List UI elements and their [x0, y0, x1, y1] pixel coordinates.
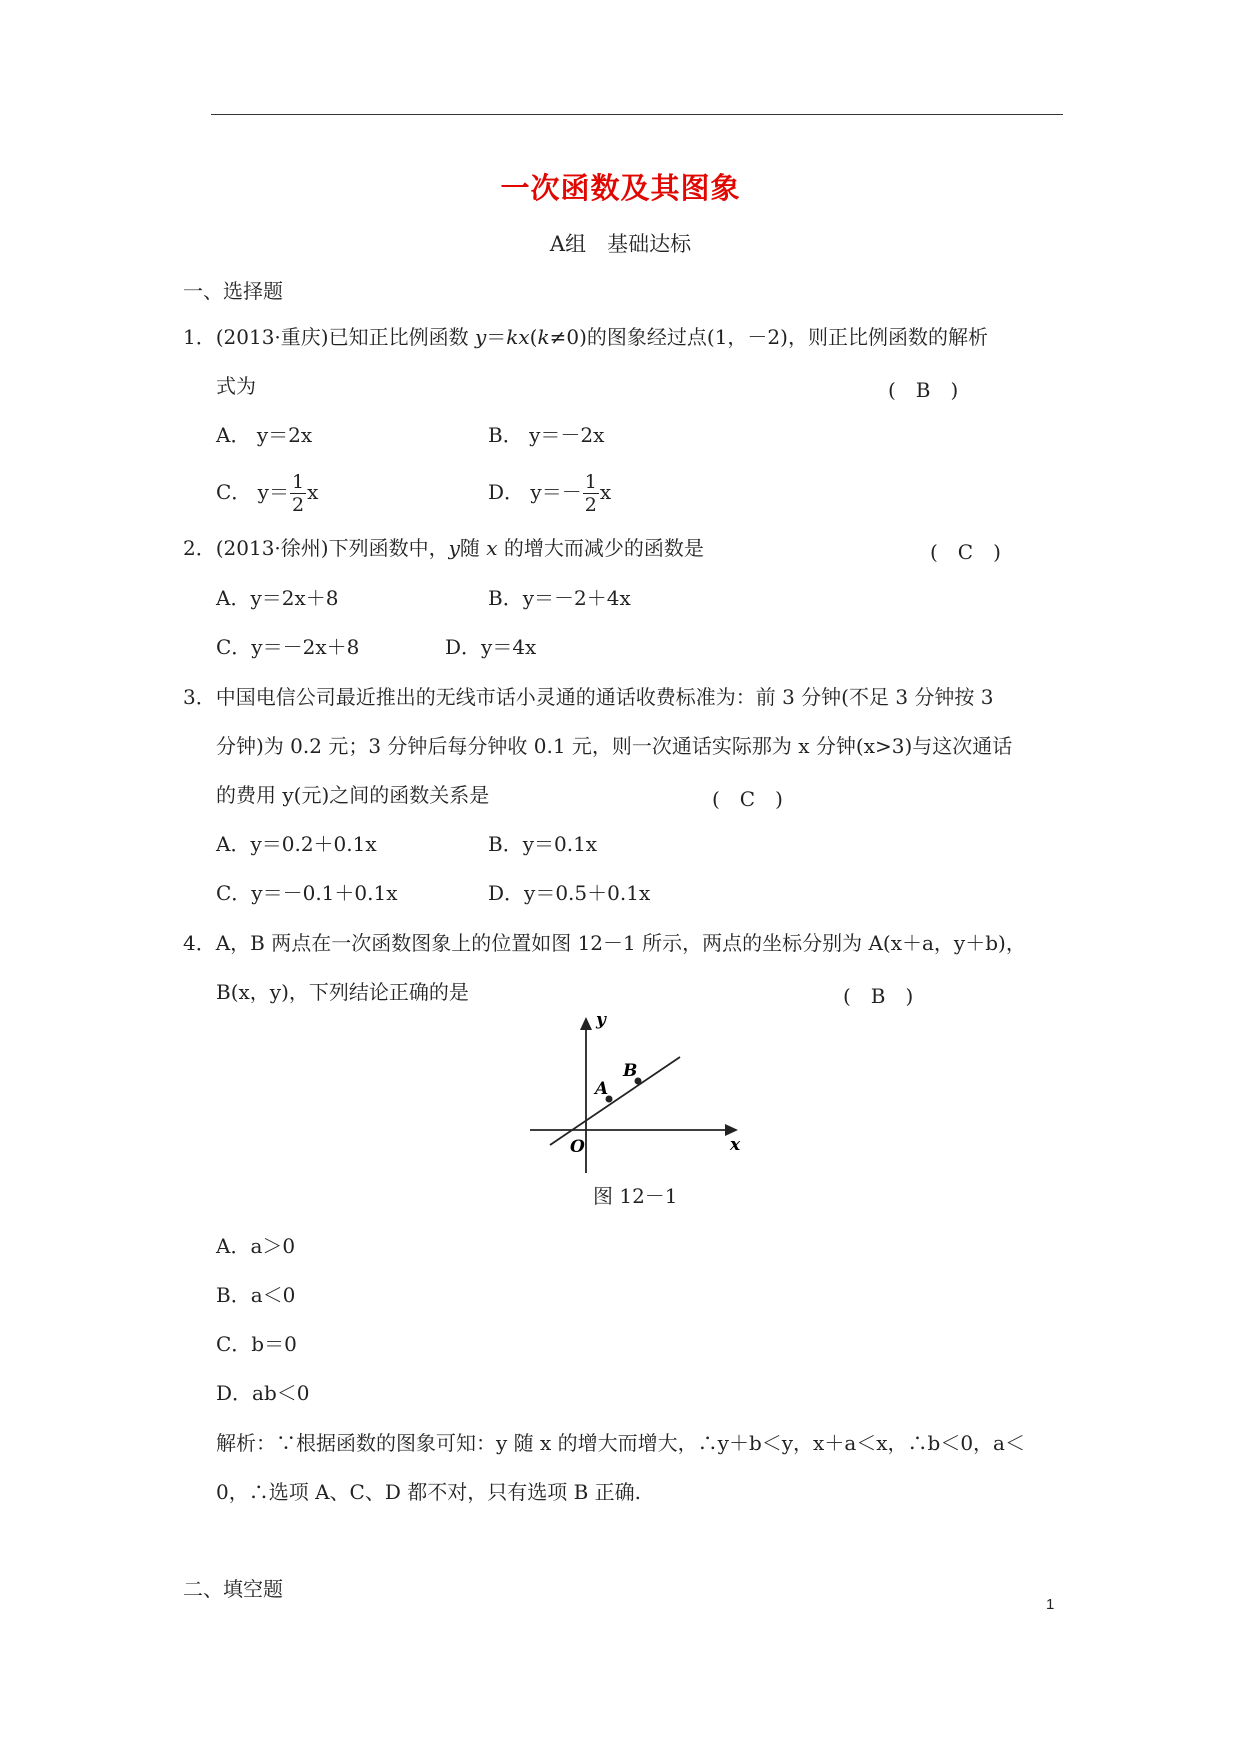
- function-line: [550, 1057, 680, 1145]
- q3-option-d: D．y＝0.5＋0.1x: [488, 881, 651, 905]
- q1-option-a: A． y＝2x: [216, 423, 313, 447]
- q2-option-b: B．y＝－2＋4x: [488, 586, 631, 610]
- page-number: 1: [1046, 1596, 1055, 1613]
- q1-answer: ( B ): [888, 378, 959, 402]
- q2-answer: ( C ): [930, 540, 1001, 564]
- q1-option-c-fraction: $\frac{1}{2}$: [291, 471, 305, 516]
- q3-answer: ( C ): [712, 787, 783, 811]
- q4-analysis-line1: 解析：∵根据函数的图象可知：y 随 x 的增大而增大，∴y＋b＜y，x＋a＜x，∴b＜0，a＜: [216, 1431, 1025, 1455]
- page-subtitle: A组 基础达标: [549, 232, 692, 256]
- q4-line1: 4．A，B 两点在一次函数图象上的位置如图 12－1 所示，两点的坐标分别为 A(x＋a，y＋b)，: [183, 931, 1026, 955]
- q4-line2: B(x，y)，下列结论正确的是: [216, 980, 469, 1004]
- q1-option-b: B． y＝－2x: [488, 423, 605, 447]
- q3-line2: 分钟)为 0.2 元；3 分钟后每分钟收 0.1 元，则一次通话实际那为 x 分钟(x>3)与这次通话: [216, 734, 1013, 758]
- header-rule: [211, 114, 1063, 115]
- q1-line2: 式为: [216, 374, 256, 398]
- q3-option-b: B．y＝0.1x: [488, 832, 598, 856]
- x-axis-label: x: [730, 1135, 741, 1155]
- q2-option-d: D．y＝4x: [445, 635, 537, 659]
- q2-option-a: A．y＝2x＋8: [216, 586, 339, 610]
- q4-option-d: D．ab＜0: [216, 1381, 310, 1405]
- figure-caption: 图 12－1: [593, 1184, 678, 1208]
- point-b-label: B: [623, 1061, 638, 1081]
- q3-line1: 3．中国电信公司最近推出的无线市话小灵通的通话收费标准为：前 3 分钟(不足 3 分钟按 3: [183, 685, 994, 709]
- q3-line3: 的费用 y(元)之间的函数关系是: [216, 783, 490, 807]
- q4-answer: ( B ): [843, 984, 914, 1008]
- y-axis-label: y: [596, 1010, 606, 1030]
- q1-option-c: C． y＝ $\frac{1}{2}$ x: [216, 471, 319, 516]
- origin-label: O: [570, 1137, 585, 1157]
- figure-12-1: [520, 1005, 745, 1180]
- q1-option-d: D． y＝－ $\frac{1}{2}$ x: [488, 471, 612, 516]
- q1-option-d-fraction: $\frac{1}{2}$: [584, 471, 597, 516]
- page-title: 一次函数及其图象: [500, 171, 741, 205]
- section-heading-choice: 一、选择题: [183, 279, 283, 303]
- q2-line1: 2．(2013·徐州)下列函数中，y随 x 的增大而减少的函数是: [183, 536, 704, 560]
- y-axis-arrow-icon: [580, 1017, 592, 1030]
- q4-option-c: C．b＝0: [216, 1332, 297, 1356]
- q1-line1: 1．(2013·重庆)已知正比例函数 y＝kx(k≠0)的图象经过点(1，－2)，则正比例函数的解析: [183, 325, 988, 349]
- q4-option-a: A．a＞0: [216, 1234, 296, 1258]
- q3-option-a: A．y＝0.2＋0.1x: [216, 832, 377, 856]
- q2-option-c: C．y＝－2x＋8: [216, 635, 360, 659]
- section-heading-fill: 二、填空题: [183, 1577, 283, 1601]
- q3-option-c: C．y＝－0.1＋0.1x: [216, 881, 398, 905]
- q4-option-b: B．a＜0: [216, 1283, 296, 1307]
- q4-analysis-line2: 0，∴选项 A、C、D 都不对，只有选项 B 正确.: [216, 1480, 641, 1504]
- point-a-label: A: [595, 1079, 609, 1099]
